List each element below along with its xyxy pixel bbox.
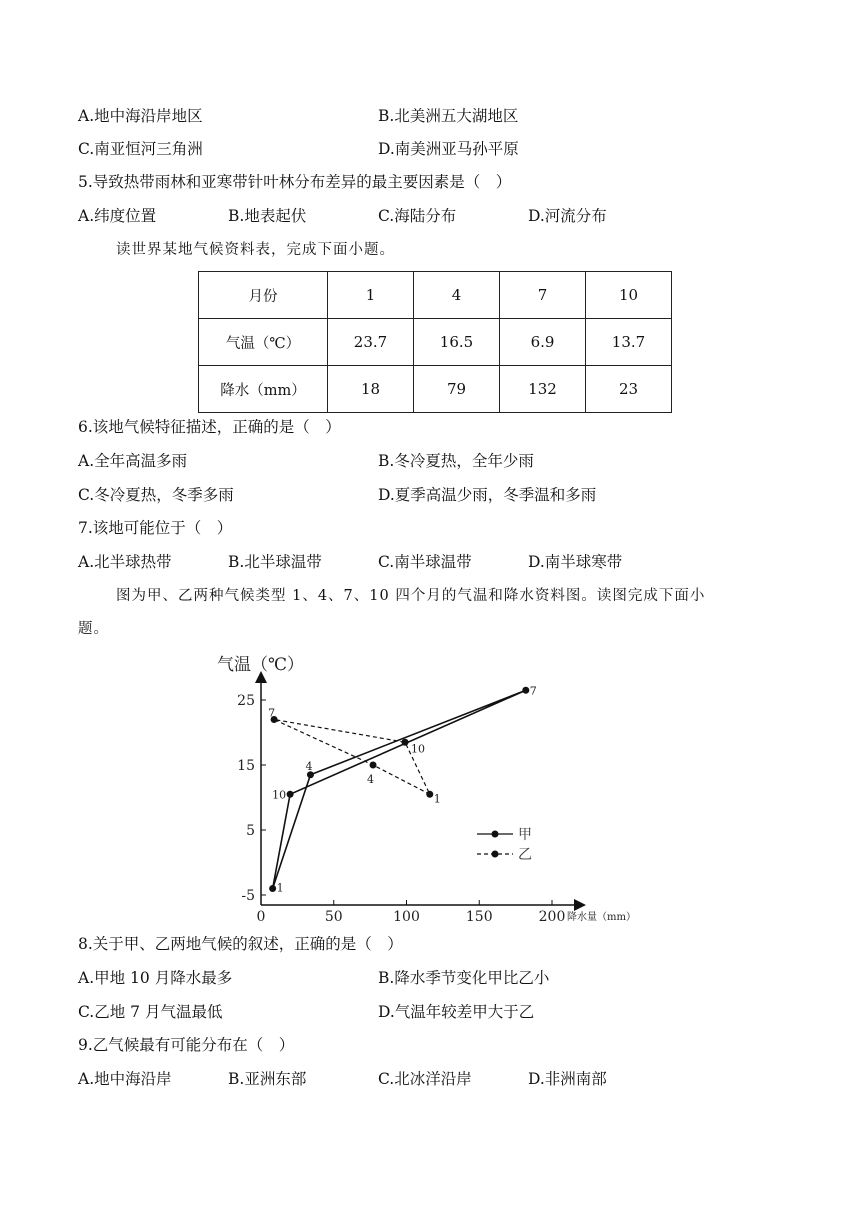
q7-option-b: B.北半球温带 bbox=[228, 553, 322, 571]
table-row-precipitation bbox=[199, 366, 672, 413]
table-cell: 132 bbox=[500, 366, 586, 413]
point-label: 4 bbox=[367, 773, 375, 786]
q7-option-d: D.南半球寒带 bbox=[528, 553, 623, 571]
data-point bbox=[287, 791, 294, 798]
point-label: 1 bbox=[433, 792, 441, 806]
data-point bbox=[402, 739, 409, 746]
table-intro: 读世界某地气候资料表，完成下面小题。 bbox=[116, 242, 395, 258]
table-cell: 18 bbox=[328, 366, 414, 413]
data-point bbox=[370, 762, 377, 769]
q4-option-c: C.南亚恒河三角洲 bbox=[78, 140, 203, 158]
table-header-cell: 月份 bbox=[199, 272, 328, 319]
legend-label: 甲 bbox=[518, 827, 532, 843]
y-tick-label: -5 bbox=[241, 888, 255, 904]
q9-stem: 9.乙气候最有可能分布在（ ） bbox=[78, 1036, 295, 1054]
q8-option-b: B.降水季节变化甲比乙小 bbox=[378, 969, 550, 987]
q5-option-a: A.纬度位置 bbox=[78, 207, 157, 225]
point-label: 1 bbox=[276, 881, 284, 895]
q4-option-d: D.南美洲亚马孙平原 bbox=[378, 140, 519, 158]
x-tick-label: 200 bbox=[538, 909, 566, 925]
series-line-甲 bbox=[273, 690, 526, 888]
table-cell: 气温（℃） bbox=[199, 319, 328, 366]
table-header-cell: 7 bbox=[500, 272, 586, 319]
point-label: 7 bbox=[529, 684, 537, 698]
q9-option-a: A.地中海沿岸 bbox=[78, 1070, 172, 1088]
q6-option-c: C.冬冷夏热，冬季多雨 bbox=[78, 486, 234, 504]
legend-label: 乙 bbox=[518, 847, 532, 863]
table-cell: 6.9 bbox=[500, 319, 586, 366]
q6-option-a: A.全年高温多雨 bbox=[78, 452, 188, 470]
y-tick-label: 5 bbox=[246, 823, 255, 839]
table-cell: 79 bbox=[414, 366, 500, 413]
data-point bbox=[426, 791, 433, 798]
table-row-temperature bbox=[199, 319, 672, 366]
climate-table bbox=[198, 271, 672, 413]
q5-stem: 5.导致热带雨林和亚寒带针叶林分布差异的最主要因素是（ ） bbox=[78, 173, 512, 191]
q7-option-a: A.北半球热带 bbox=[78, 553, 172, 571]
q5-option-c: C.海陆分布 bbox=[378, 207, 457, 225]
data-point bbox=[269, 885, 276, 892]
chart-intro-line1: 图为甲、乙两种气候类型 1、4、7、10 四个月的气温和降水资料图。读图完成下面小 bbox=[116, 588, 706, 604]
x-axis-label: 降水量（mm） bbox=[567, 912, 636, 923]
table-row-month bbox=[199, 272, 672, 319]
y-axis-label: 气温（℃） bbox=[217, 655, 305, 675]
q8-stem: 8.关于甲、乙两地气候的叙述，正确的是（ ） bbox=[78, 935, 403, 953]
table-header-cell: 10 bbox=[586, 272, 672, 319]
table-cell: 23.7 bbox=[328, 319, 414, 366]
table-cell: 23 bbox=[586, 366, 672, 413]
y-tick-label: 25 bbox=[237, 693, 255, 709]
q6-option-d: D.夏季高温少雨，冬季温和多雨 bbox=[378, 486, 597, 504]
q7-stem: 7.该地可能位于（ ） bbox=[78, 519, 233, 537]
point-label: 4 bbox=[305, 759, 313, 773]
chart-intro-line2: 题。 bbox=[78, 621, 109, 637]
q5-option-b: B.地表起伏 bbox=[228, 207, 307, 225]
q8-option-d: D.气温年较差甲大于乙 bbox=[378, 1003, 535, 1021]
x-tick-label: 50 bbox=[324, 909, 343, 925]
q9-option-c: C.北冰洋沿岸 bbox=[378, 1070, 472, 1088]
q6-option-b: B.冬冷夏热，全年少雨 bbox=[378, 452, 534, 470]
q9-option-d: D.非洲南部 bbox=[528, 1070, 607, 1088]
q8-option-c: C.乙地 7 月气温最低 bbox=[78, 1003, 223, 1021]
table-header-cell: 4 bbox=[414, 272, 500, 319]
x-tick-label: 0 bbox=[256, 909, 266, 925]
y-tick-label: 15 bbox=[237, 758, 255, 774]
q4-option-b: B.北美洲五大湖地区 bbox=[378, 107, 519, 125]
point-label: 10 bbox=[411, 742, 426, 756]
table-cell: 16.5 bbox=[414, 319, 500, 366]
x-tick-label: 100 bbox=[393, 909, 420, 925]
table-cell: 降水（mm） bbox=[199, 366, 328, 413]
series-line-乙 bbox=[274, 720, 430, 795]
table-cell: 13.7 bbox=[586, 319, 672, 366]
legend-marker bbox=[492, 831, 499, 838]
q5-option-d: D.河流分布 bbox=[528, 207, 607, 225]
point-label: 10 bbox=[272, 788, 287, 802]
x-tick-label: 150 bbox=[465, 909, 493, 925]
q8-option-a: A.甲地 10 月降水最多 bbox=[78, 969, 233, 987]
legend-marker bbox=[492, 851, 499, 858]
q9-option-b: B.亚洲东部 bbox=[228, 1070, 307, 1088]
point-label: 7 bbox=[268, 706, 276, 720]
climate-scatter-chart bbox=[205, 648, 645, 928]
table-header-cell: 1 bbox=[328, 272, 414, 319]
data-point bbox=[522, 687, 529, 694]
q4-option-a: A.地中海沿岸地区 bbox=[78, 107, 203, 125]
q7-option-c: C.南半球温带 bbox=[378, 553, 472, 571]
q6-stem: 6.该地气候特征描述，正确的是（ ） bbox=[78, 418, 341, 436]
